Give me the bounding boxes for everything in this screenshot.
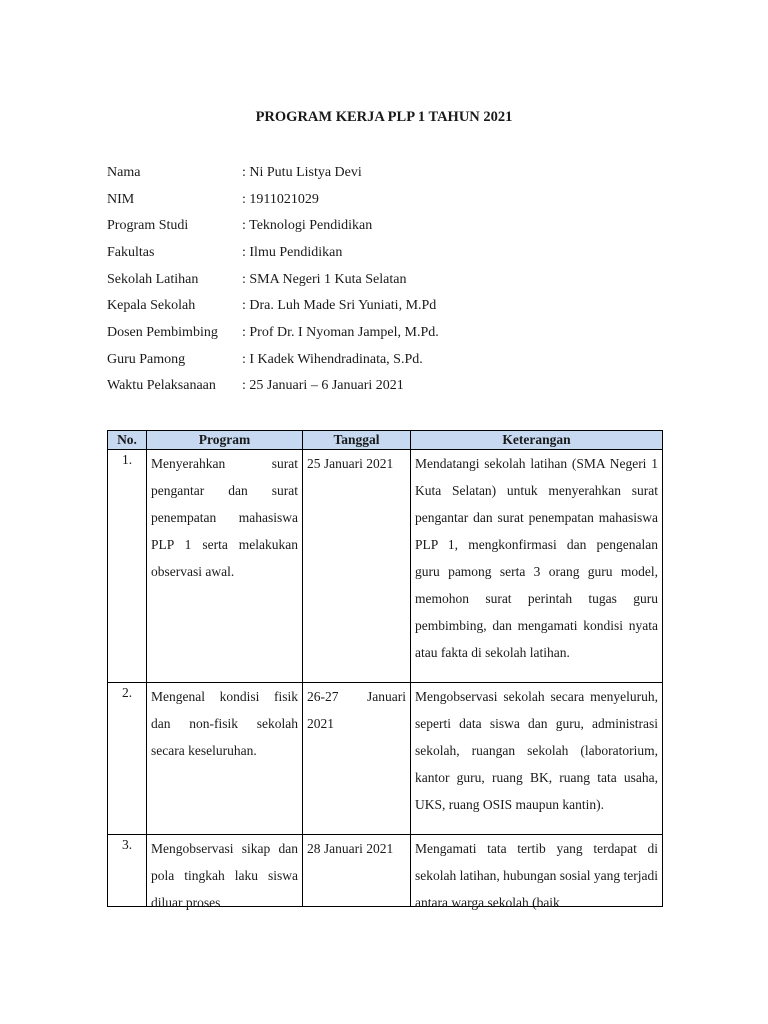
- table-row: [108, 835, 663, 907]
- header-keterangan: Keterangan: [411, 431, 663, 450]
- info-label: Guru Pamong: [107, 352, 186, 367]
- program-table: [107, 430, 663, 910]
- info-label: Dosen Pembimbing: [107, 325, 218, 340]
- info-label: Program Studi: [107, 218, 189, 233]
- info-value: : Prof Dr. I Nyoman Jampel, M.Pd.: [242, 325, 439, 340]
- info-value: : Ni Putu Listya Devi: [242, 165, 362, 180]
- row-tanggal-text: 25 Januari 2021: [307, 456, 394, 471]
- row-keterangan-text: Mengobservasi sekolah secara menyeluruh, seperti data siswa dan guru, administrasi sekolah, ruangan sekolah (laboratorium, kantor guru, ruang BK, ruang tata usaha, UKS, ruang OSIS maupun kantin).: [415, 689, 658, 812]
- info-value: : I Kadek Wihendradinata, S.Pd.: [242, 352, 423, 367]
- row-program-text: Mengenal kondisi fisik dan non-fisik sekolah secara keseluruhan.: [151, 689, 298, 758]
- info-value: : 25 Januari – 6 Januari 2021: [242, 378, 404, 393]
- row-no: 1.: [108, 450, 147, 683]
- info-label: Nama: [107, 165, 141, 180]
- info-label: NIM: [107, 192, 135, 207]
- row-program-text: Menyerahkan surat pengantar dan surat penempatan mahasiswa PLP 1 serta melakukan observasi awal.: [151, 456, 298, 579]
- row-program: [147, 835, 303, 910]
- info-value: : 1911021029: [242, 192, 319, 207]
- info-value: : Dra. Luh Made Sri Yuniati, M.Pd: [242, 298, 437, 313]
- row-no: 2.: [108, 683, 147, 835]
- row-keterangan: [411, 835, 663, 910]
- row-tanggal-text: 26-27 Januari 2021: [307, 689, 406, 731]
- info-label: Sekolah Latihan: [107, 272, 199, 287]
- info-value: : Teknologi Pendidikan: [242, 218, 373, 233]
- row-program-text: Mengobservasi sikap dan pola tingkah laku siswa diluar proses: [151, 841, 298, 910]
- row-keterangan-text: Mendatangi sekolah latihan (SMA Negeri 1 Kuta Selatan) untuk menyerahkan surat pengantar dan surat penempatan mahasiswa PLP 1, mengkonfirmasi dan pengenalan guru pamong serta 3 orang guru model, memohon surat perintah tugas guru pembimbing, dan mengamati kondisi nyata atau fakta di sekolah latihan.: [415, 456, 658, 660]
- info-label: Waktu Pelaksanaan: [107, 378, 216, 393]
- info-label: Kepala Sekolah: [107, 298, 196, 313]
- table-header-row: [108, 431, 663, 450]
- info-value: : SMA Negeri 1 Kuta Selatan: [242, 272, 407, 287]
- row-tanggal: [303, 450, 411, 683]
- info-label: Fakultas: [107, 245, 155, 260]
- row-keterangan: [411, 450, 663, 683]
- document-title: PROGRAM KERJA PLP 1 TAHUN 2021: [255, 109, 513, 125]
- row-tanggal: [303, 835, 411, 907]
- header-no: No.: [108, 431, 147, 450]
- row-program: [147, 683, 303, 835]
- row-keterangan: [411, 683, 663, 835]
- table-row: [108, 683, 663, 835]
- header-tanggal: Tanggal: [303, 431, 411, 450]
- row-tanggal-text: 28 Januari 2021: [307, 841, 394, 856]
- table-row: [108, 450, 663, 683]
- row-no: 3.: [108, 835, 147, 907]
- row-program: [147, 450, 303, 683]
- row-keterangan-text: Mengamati tata tertib yang terdapat di sekolah latihan, hubungan sosial yang terjadi antara warga sekolah (baik: [415, 841, 658, 910]
- header-program: Program: [147, 431, 303, 450]
- info-value: : Ilmu Pendidikan: [242, 245, 343, 260]
- row-tanggal: [303, 683, 411, 835]
